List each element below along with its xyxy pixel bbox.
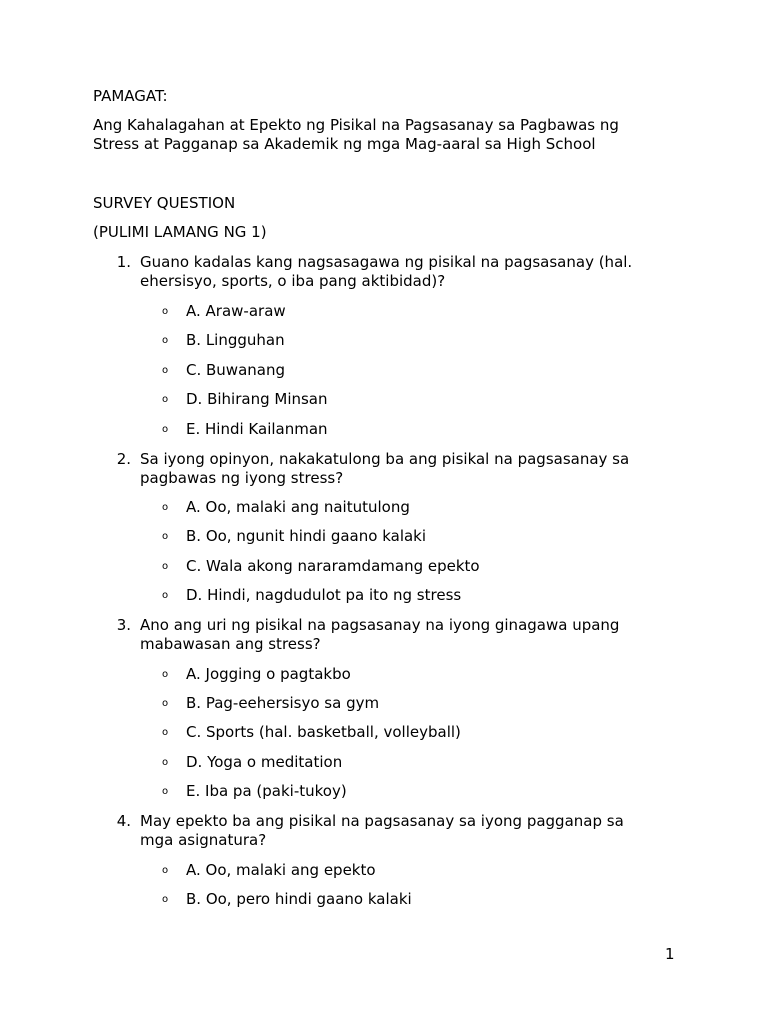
instruction-text: (PULIMI LAMANG NG 1) xyxy=(93,223,267,241)
bullet-icon: o xyxy=(162,306,169,317)
option-item: A. Oo, malaki ang epekto xyxy=(186,861,376,879)
option-item: E. Hindi Kailanman xyxy=(186,420,328,438)
option-item: D. Bihirang Minsan xyxy=(186,390,328,408)
question-number: 3. xyxy=(116,616,131,634)
option-item: B. Lingguhan xyxy=(186,331,285,349)
option-item: C. Wala akong nararamdamang epekto xyxy=(186,557,480,575)
pamagat-label: PAMAGAT: xyxy=(93,87,168,105)
survey-heading: SURVEY QUESTION xyxy=(93,194,236,212)
bullet-icon: o xyxy=(162,531,169,542)
option-item: A. Oo, malaki ang naitutulong xyxy=(186,498,410,516)
option-item: E. Iba pa (paki-tukoy) xyxy=(186,782,347,800)
bullet-icon: o xyxy=(162,698,169,709)
question-text: Guano kadalas kang nagsasagawa ng pisikal na pagsasanay (hal. ehersisyo, sports, o iba pang aktibidad)? xyxy=(140,253,633,290)
option-item: A. Jogging o pagtakbo xyxy=(186,665,351,683)
bullet-icon: o xyxy=(162,590,169,601)
question-text: May epekto ba ang pisikal na pagsasanay sa iyong pagganap sa mga asignatura? xyxy=(140,812,624,849)
question-number: 4. xyxy=(116,812,131,830)
bullet-icon: o xyxy=(162,424,169,435)
question-number: 1. xyxy=(116,253,131,271)
bullet-icon: o xyxy=(162,727,169,738)
option-item: B. Oo, pero hindi gaano kalaki xyxy=(186,890,412,908)
option-item: C. Sports (hal. basketball, volleyball) xyxy=(186,723,461,741)
option-item: B. Oo, ngunit hindi gaano kalaki xyxy=(186,527,427,545)
question-number: 2. xyxy=(116,450,131,468)
option-item: D. Hindi, nagdudulot pa ito ng stress xyxy=(186,586,462,604)
option-item: C. Buwanang xyxy=(186,361,285,379)
bullet-icon: o xyxy=(162,669,169,680)
bullet-icon: o xyxy=(162,757,169,768)
bullet-icon: o xyxy=(162,561,169,572)
bullet-icon: o xyxy=(162,786,169,797)
page-number: 1 xyxy=(665,945,675,963)
question-text: Ano ang uri ng pisikal na pagsasanay na iyong ginagawa upang mabawasan ang stress? xyxy=(140,616,620,653)
option-item: D. Yoga o meditation xyxy=(186,753,343,771)
bullet-icon: o xyxy=(162,865,169,876)
option-item: B. Pag-eehersisyo sa gym xyxy=(186,694,380,712)
bullet-icon: o xyxy=(162,335,169,346)
question-text: Sa iyong opinyon, nakakatulong ba ang pisikal na pagsasanay sa pagbawas ng iyong stress? xyxy=(140,450,630,487)
option-item: A. Araw-araw xyxy=(186,302,286,320)
document-title: Ang Kahalagahan at Epekto ng Pisikal na Pagsasanay sa Pagbawas ng Stress at Pagganap sa Akademik ng mga Mag-aaral sa High School xyxy=(93,116,619,153)
bullet-icon: o xyxy=(162,365,169,376)
bullet-icon: o xyxy=(162,394,169,405)
bullet-icon: o xyxy=(162,502,169,513)
bullet-icon: o xyxy=(162,894,169,905)
